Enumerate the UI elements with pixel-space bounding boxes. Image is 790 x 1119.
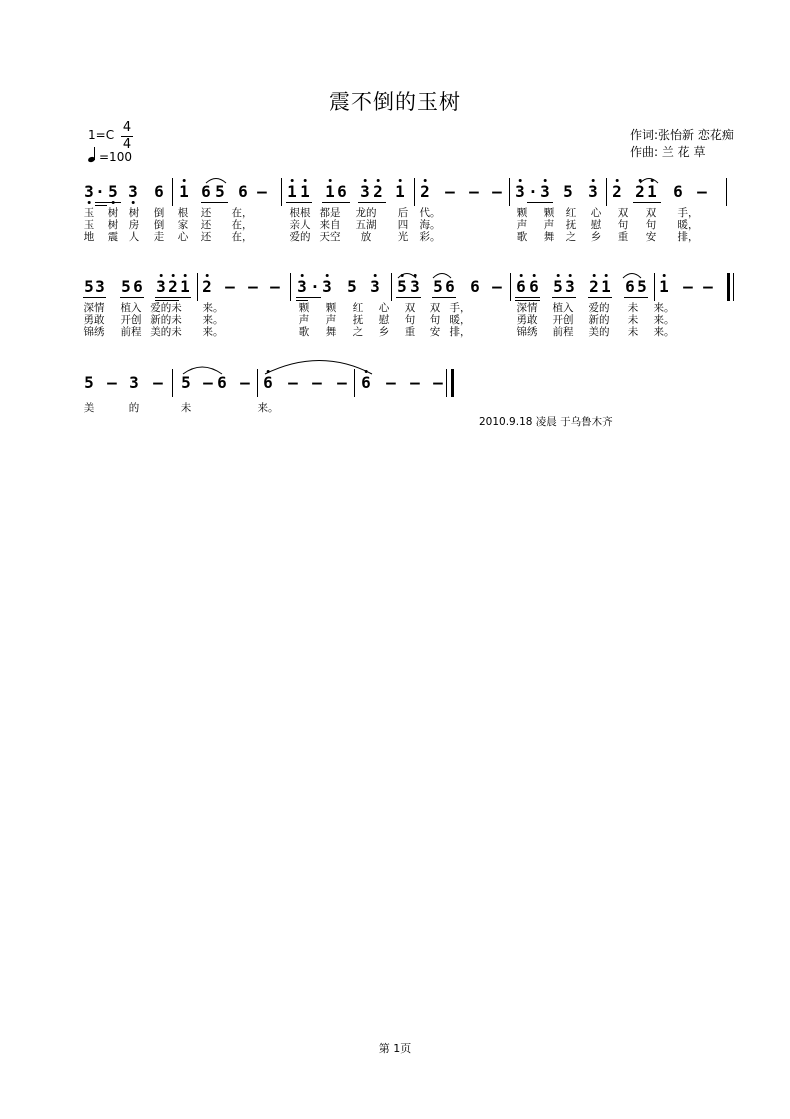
lyric: 安 [645,231,657,243]
lyric: 倒 [153,219,165,231]
lyric: 代。 [419,207,441,219]
note: 2 [635,182,645,201]
note: 3 [297,277,307,296]
lyric: 声 [543,219,555,231]
underline [286,202,312,203]
lyric: 海。 [419,219,441,231]
lyric: 地 [83,231,95,243]
lyric: 美 [83,402,95,414]
note: 6 [516,277,526,296]
lyric: 心 [590,207,602,219]
note: 1 [395,182,405,201]
lyric: 暖， [677,219,699,231]
lyric: 之 [352,326,364,338]
dash: – [248,277,258,296]
lyric: 舞 [543,231,555,243]
meter-bottom: 4 [122,137,132,152]
lyric: 颗 [516,207,528,219]
dash: – [288,373,298,392]
barline [606,178,607,206]
lyric: 双 [645,207,657,219]
lyric: 在， [231,231,253,243]
page-number: 第 1页 [378,1042,412,1055]
meter-top: 4 [122,120,132,135]
dash: – [703,277,713,296]
barline [446,369,447,397]
note: 6 [154,182,164,201]
underline [432,297,456,298]
tempo-value: =100 [99,150,132,164]
lyric: 五湖 [355,219,377,231]
lyric: 排， [677,231,699,243]
lyric: 树 [107,207,119,219]
underline [296,297,321,298]
note: 6 [673,182,683,201]
lyric: 未 [627,314,639,326]
barline [654,273,655,301]
note: 6 [217,373,227,392]
lyric: 重 [617,231,629,243]
underline [396,297,421,298]
note: 2 [202,277,212,296]
lyric: 颗 [543,207,555,219]
lyric: 乡 [590,231,602,243]
lyric: 光 [397,231,409,243]
lyric: 未 [180,402,192,414]
note: 5 [121,277,131,296]
note: 3 [370,277,380,296]
underline [95,205,107,206]
note: 6 [263,373,273,392]
note: 2 [589,277,599,296]
lyric: 亲人 [289,219,311,231]
barline [172,178,173,206]
lyric: 之 [565,231,577,243]
lyric: 慰 [378,314,390,326]
note: 3 [588,182,598,201]
underline [201,202,228,203]
underline [95,202,121,203]
note: 6 [470,277,480,296]
lyric: 慰 [590,219,602,231]
lyric: 天空 [319,231,341,243]
dash: – [270,277,280,296]
tempo-marking [88,147,132,164]
note: 3 [540,182,550,201]
underline [633,202,661,203]
dash: – [697,182,707,201]
note: 3 [129,373,139,392]
barline [172,369,173,397]
key-signature: 1=C [88,128,115,142]
lyric: 倒 [153,207,165,219]
note: 5 [108,182,118,201]
note: 5 [181,373,191,392]
barline [510,273,511,301]
note: 6 [337,182,347,201]
note: 1 [659,277,669,296]
lyric: 红 [565,207,577,219]
lyric: 红 [352,302,364,314]
lyric: 来。 [257,402,279,414]
note: 5 [553,277,563,296]
barline [726,178,727,206]
lyric: 颗 [325,302,337,314]
quarter-note-icon [88,147,97,164]
note: 2 [612,182,622,201]
note: 3 [322,277,332,296]
note: 5 [637,277,647,296]
lyric: 放 [360,231,372,243]
augmentation-dot: · [528,182,538,201]
lyric: 来自 [319,219,341,231]
note: 3 [565,277,575,296]
lyric: 心 [378,302,390,314]
barline [414,178,415,206]
lyric: 来。 [202,314,224,326]
lyric: 的 [128,402,140,414]
lyric: 深情 [516,302,538,314]
underline [624,297,648,298]
barline-repeat [727,273,730,301]
lyric: 来。 [653,302,675,314]
note: 5 [347,277,357,296]
note: 1 [325,182,335,201]
lyric: 新的 [588,314,610,326]
lyric: 舞 [325,326,337,338]
note: 6 [238,182,248,201]
lyric: 还 [200,231,212,243]
lyric: 勇敢 [83,314,105,326]
dash: – [469,182,479,201]
note: 5 [215,182,225,201]
lyric: 锦绣 [516,326,538,338]
note: 1 [300,182,310,201]
note: 5 [397,277,407,296]
dash: – [433,373,443,392]
lyric: 走 [153,231,165,243]
underline [322,202,350,203]
lyric: 人 [128,231,140,243]
note: 3 [156,277,166,296]
note: 6 [445,277,455,296]
barline [281,178,282,206]
underline [83,297,106,298]
dash: – [240,373,250,392]
lyric: 开创 [120,314,142,326]
lyric: 抚 [565,219,577,231]
underline [515,297,540,298]
lyric: 来。 [202,326,224,338]
lyric: 在， [231,207,253,219]
lyric: 深情 [83,302,105,314]
lyric: 手， [449,302,471,314]
lyric: 美的未 [150,326,182,338]
lyric: 双 [617,207,629,219]
underline [588,297,612,298]
dash: – [492,182,502,201]
lyric: 句 [404,314,416,326]
dash: – [410,373,420,392]
lyric: 还 [200,219,212,231]
dash: – [257,182,267,201]
lyric: 句 [617,219,629,231]
underline [120,297,144,298]
lyric: 根 [177,207,189,219]
lyric: 震 [107,231,119,243]
lyric: 根根 [289,207,311,219]
note: 3 [515,182,525,201]
note: 3 [84,182,94,201]
lyric: 树 [107,219,119,231]
lyric: 房 [128,219,140,231]
lyric: 玉 [83,219,95,231]
barline [391,273,392,301]
note: 1 [287,182,297,201]
underline [358,202,386,203]
lyric: 来。 [653,326,675,338]
note: 5 [84,373,94,392]
lyric: 心 [177,231,189,243]
lyric: 歌 [298,326,310,338]
note: 1 [647,182,657,201]
barline [257,369,258,397]
dash: – [445,182,455,201]
dash: – [153,373,163,392]
composer: 作曲: 兰 花 草 [630,145,706,159]
augmentation-dot: · [310,277,320,296]
underline [527,202,553,203]
lyric: 新的未 [150,314,182,326]
lyric: 乡 [378,326,390,338]
lyric: 安 [429,326,441,338]
lyric: 爱的未 [150,302,182,314]
underline [552,297,576,298]
lyric: 句 [645,219,657,231]
note: 5 [563,182,573,201]
lyric: 来。 [202,302,224,314]
note: 2 [420,182,430,201]
lyric: 歌 [516,231,528,243]
lyric: 树 [128,207,140,219]
credits [630,127,734,161]
dash: – [683,277,693,296]
lyricist: 作词:张怡新 恋花痴 [630,128,734,142]
date-place: 2010.9.18 凌晨 于乌鲁木齐 [479,416,613,428]
lyric: 抚 [352,314,364,326]
dash: – [225,277,235,296]
note: 3 [95,277,105,296]
lyric: 来。 [653,314,675,326]
dash: – [312,373,322,392]
lyric: 爱的 [588,302,610,314]
barline [509,178,510,206]
lyric: 开创 [552,314,574,326]
lyric: 前程 [552,326,574,338]
lyric: 爱的 [289,231,311,243]
lyric: 植入 [120,302,142,314]
note: 6 [361,373,371,392]
lyric: 双 [404,302,416,314]
note: 6 [625,277,635,296]
dash: – [203,373,213,392]
lyric: 暖， [449,314,471,326]
augmentation-dot: · [95,182,105,201]
lyric: 手， [677,207,699,219]
barline [197,273,198,301]
lyric: 排， [449,326,471,338]
note: 2 [168,277,178,296]
note: 2 [373,182,383,201]
note: 1 [180,277,190,296]
dash: – [337,373,347,392]
note: 6 [201,182,211,201]
note: 3 [360,182,370,201]
barline-final [451,369,454,397]
song-title: 震不倒的玉树 [329,90,461,114]
lyric: 在， [231,219,253,231]
underline [155,297,191,298]
note: 1 [179,182,189,201]
dash: – [492,277,502,296]
note: 5 [433,277,443,296]
lyric: 重 [404,326,416,338]
lyric: 未 [627,302,639,314]
barline [354,369,355,397]
lyric: 前程 [120,326,142,338]
dash: – [386,373,396,392]
lyric: 声 [298,314,310,326]
note: 1 [601,277,611,296]
barline [290,273,291,301]
lyric: 还 [200,207,212,219]
lyric: 双 [429,302,441,314]
lyric: 勇敢 [516,314,538,326]
note: 6 [529,277,539,296]
lyric: 声 [516,219,528,231]
lyric: 美的 [588,326,610,338]
lyric: 后 [397,207,409,219]
lyric: 未 [627,326,639,338]
barline-repeat-thin [733,273,734,301]
lyric: 植入 [552,302,574,314]
note: 3 [128,182,138,201]
lyric: 颗 [298,302,310,314]
lyric: 锦绣 [83,326,105,338]
lyric: 句 [429,314,441,326]
note: 3 [410,277,420,296]
lyric: 玉 [83,207,95,219]
lyric: 四 [397,219,409,231]
lyric: 家 [177,219,189,231]
lyric: 彩。 [419,231,441,243]
lyric: 声 [325,314,337,326]
note: 6 [133,277,143,296]
dash: – [107,373,117,392]
lyric: 龙的 [355,207,377,219]
lyric: 都是 [319,207,341,219]
note: 5 [84,277,94,296]
